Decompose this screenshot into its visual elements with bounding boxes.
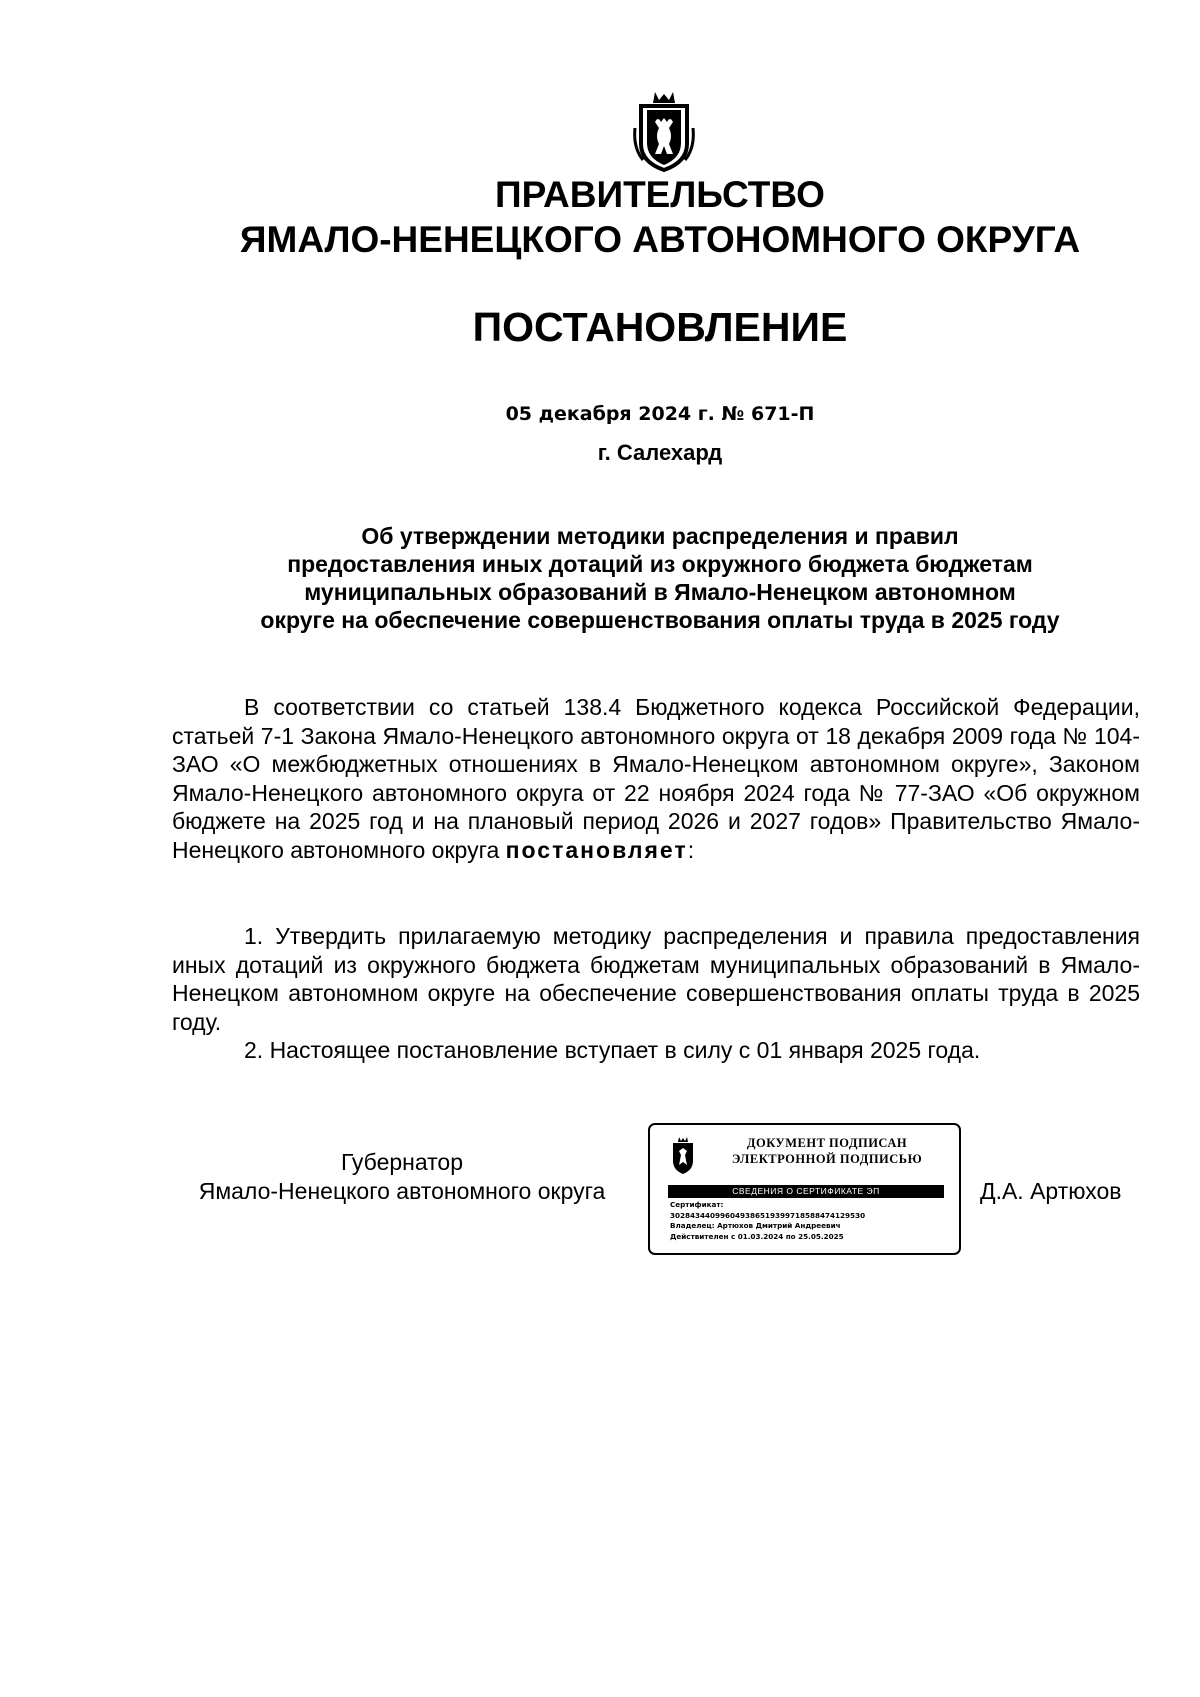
title-line: округе на обеспечение совершенствования оплаты труда в 2025 году [260, 607, 1060, 633]
certificate-label: Сертификат: [670, 1200, 724, 1209]
signatory-name: Д.А. Артюхов [980, 1178, 1122, 1204]
electronic-signature-stamp [648, 1123, 961, 1255]
document-date-number: 05 декабря 2024 г. № 671-П [505, 403, 815, 425]
item-2: 2. Настоящее постановление вступает в силу с 01 января 2025 года. [244, 1037, 981, 1063]
certificate-validity: Действителен с 01.03.2024 по 25.05.2025 [670, 1231, 844, 1241]
organization-name: ПРАВИТЕЛЬСТВО [495, 174, 825, 215]
title-line: предоставления иных дотаций из окружного бюджета бюджетам [287, 551, 1033, 577]
coat-of-arms-icon [633, 88, 695, 172]
preamble-paragraph [172, 693, 1140, 865]
signatory-position [172, 1148, 632, 1206]
colon: : [687, 836, 695, 863]
preamble-text: В соответствии со статьей 138.4 Бюджетного кодекса Российской Федерации, статьей 7-1 Закона Ямало-Ненецкого автономного округа от 18 декабря 2009 года № 104-ЗАО «О межбюджетных отношениях в Ямало-Ненецком автономном округе», Законом Ямало-Ненецкого автономного округа от 22 ноября 2024 года № 77-ЗАО «Об окружном бюджете на 2025 год и на плановый период 2026 и 2027 годов» Правительство Ямало-Ненецкого автономного округа [172, 694, 1140, 863]
certificate-details [670, 1200, 865, 1242]
certificate-value: 3028434409960493865193997185884741295З0 [670, 1210, 866, 1220]
title-line: муниципальных образований в Ямало-Ненецком автономном [304, 579, 1016, 605]
document-city: г. Салехард [597, 440, 723, 465]
item-1: 1. Утвердить прилагаемую методику распределения и правила предоставления иных дотаций из окружного бюджета бюджетам муниципальных образований в Ямало-Ненецком автономном округе на обеспечение совершенствования оплаты труда в 2025 году. [172, 923, 1140, 1035]
position-line: Ямало-Ненецкого автономного округа [198, 1178, 606, 1204]
title-line: Об утверждении методики распределения и правил [361, 523, 959, 549]
stamp-heading-line: ДОКУМЕНТ ПОДПИСАН [746, 1136, 908, 1150]
certificate-info-bar: СВЕДЕНИЯ О СЕРТИФИКАТЕ ЭП [668, 1185, 944, 1198]
certificate-owner: Владелец: Артюхов Дмитрий Андреевич [670, 1221, 841, 1230]
position-line: Губернатор [340, 1149, 464, 1175]
stamp-coat-of-arms-icon [670, 1135, 696, 1175]
resolves-word: постановляет [505, 836, 688, 863]
document-type: ПОСТАНОВЛЕНИЕ [472, 304, 848, 350]
stamp-heading [712, 1135, 942, 1167]
organization-region: ЯМАЛО-НЕНЕЦКОГО АВТОНОМНОГО ОКРУГА [239, 219, 1081, 260]
document-title [195, 522, 1125, 634]
stamp-heading-line: ЭЛЕКТРОННОЙ ПОДПИСЬЮ [731, 1152, 923, 1166]
